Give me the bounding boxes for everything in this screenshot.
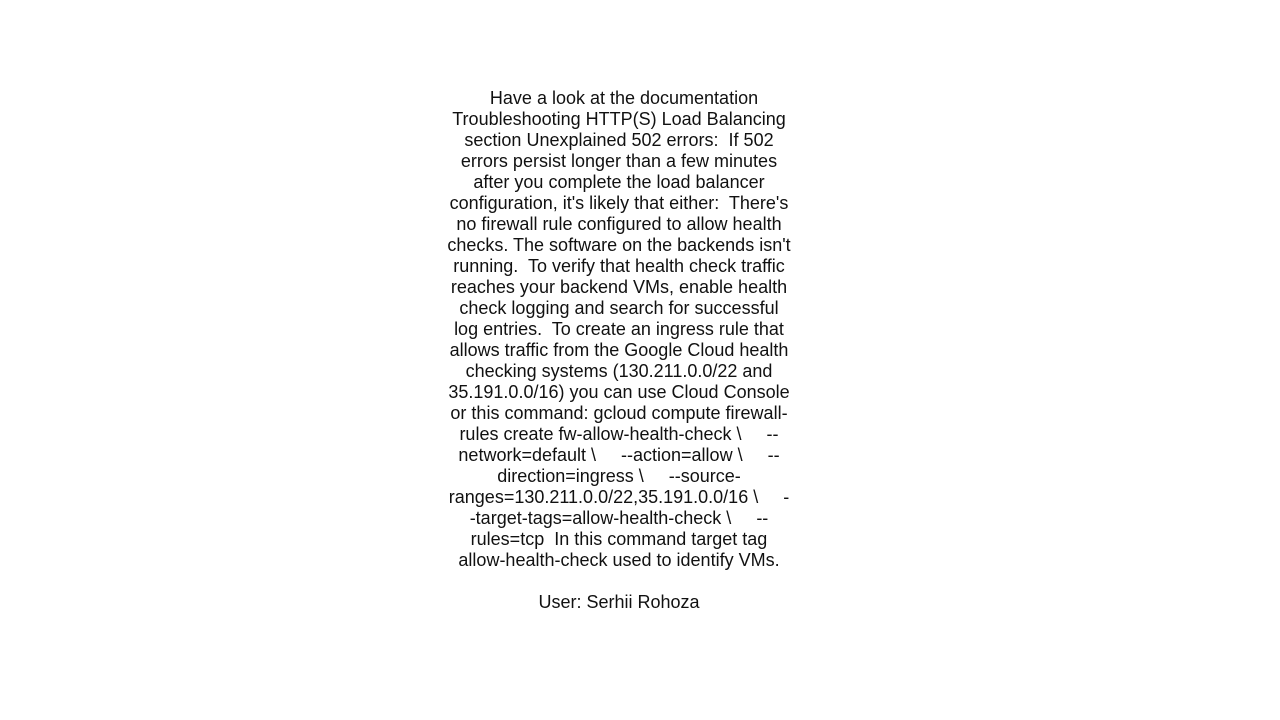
author-line: User: Serhii Rohoza: [538, 592, 700, 612]
answer-block: [446, 67, 796, 634]
answer-body-text: Have a look at the documentation Troubleshooting HTTP(S) Load Balancing section Unexplained 502 errors: If 502 errors persist longer than a few minutes after you complete the load balancer configuration, it's likely that either: There's no firewall rule configured to allow health checks. The software on the backends isn't running. To verify that health check traffic reaches your backend VMs, enable health check logging and search for successful log entries. To create an ingress rule that allows traffic from the Google Cloud health checking systems (130.211.0.0/22 and 35.191.0.0/16) you can use Cloud Console or this command: gcloud compute firewall-rules create fw-allow-health-check \ --network=default \ --action=allow \ --direction=ingress \ --source-ranges=130.211.0.0/22,35.191.0.0/16 \ --target-tags=allow-health-check \ --rules=tcp In this command target tag allow-health-check used to identify VMs.: [447, 88, 796, 570]
